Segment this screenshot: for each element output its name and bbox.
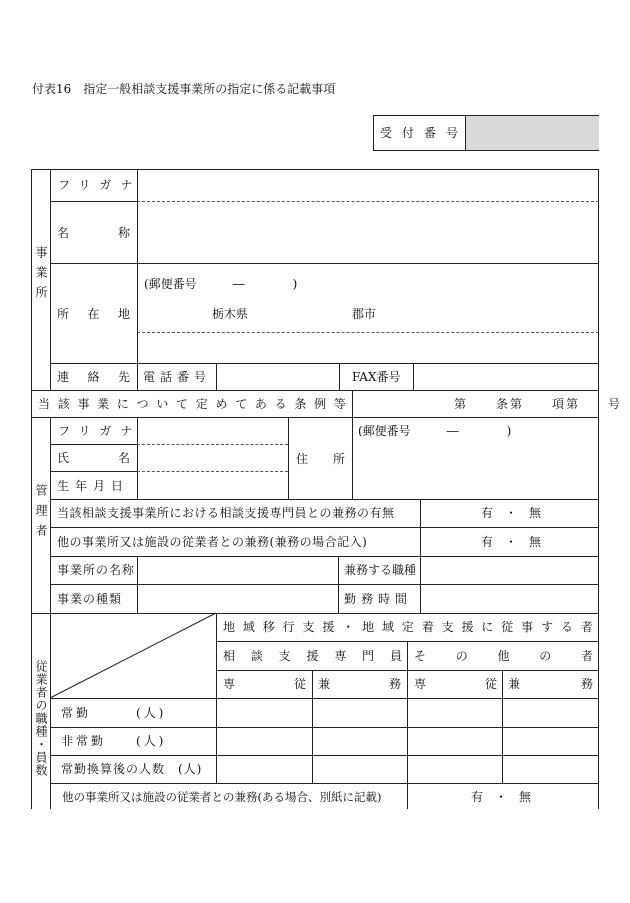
label-char: 談 xyxy=(250,649,263,663)
work-hours-label: 勤務時間 xyxy=(344,592,413,606)
label-char: 兼 xyxy=(318,677,331,691)
label-char: 称 xyxy=(117,226,130,240)
phone-input[interactable] xyxy=(217,364,338,389)
label-char: に xyxy=(116,397,129,411)
label-char: つ xyxy=(136,397,149,411)
ordinance-label xyxy=(38,397,346,411)
kanrisha-address-input[interactable] xyxy=(353,440,598,498)
staff-dual-label: 他の事業所又は施設の従業者との兼務(ある場合、別紙に記載) xyxy=(62,790,382,804)
jigyosho-postal-text: (郵便番号 ― ) xyxy=(144,277,298,291)
label-char: 当 xyxy=(38,397,51,411)
label-char: 相 xyxy=(223,649,236,663)
dual-role1-value[interactable]: 有 ・ 無 xyxy=(481,506,542,520)
label-char: 移 xyxy=(262,620,275,634)
label-char: 従 xyxy=(501,620,514,634)
jigyosho-furigana-input[interactable] xyxy=(138,170,598,200)
label-char: 号 xyxy=(445,126,458,140)
label-char: 地 xyxy=(223,620,236,634)
label-char: 番 xyxy=(423,126,436,140)
label-char: す xyxy=(541,620,554,634)
label-char: 支 xyxy=(441,620,454,634)
staff-cell[interactable] xyxy=(313,699,406,726)
staff-cell[interactable] xyxy=(217,756,311,782)
row-fte-label: 常勤換算後の人数 (人) xyxy=(61,762,203,776)
jigyosho-name-label xyxy=(57,226,130,240)
staff-cell[interactable] xyxy=(217,728,311,754)
label-char: 氏 xyxy=(57,451,70,465)
jigyosho-address-label xyxy=(57,307,130,321)
label-char: 条 xyxy=(294,397,307,411)
kanrisha-name-input[interactable] xyxy=(138,445,287,470)
label-char: 所 xyxy=(57,307,70,321)
label-char: 専 xyxy=(223,677,236,691)
label-char: 名 xyxy=(117,451,130,465)
label-char: 務 xyxy=(580,677,593,691)
kanrisha-birthdate-input[interactable] xyxy=(138,472,287,498)
label-char: 名 xyxy=(57,226,70,240)
label-char: 在 xyxy=(87,307,100,321)
label-char: 着 xyxy=(421,620,434,634)
label-char: 行 xyxy=(282,620,295,634)
label-char: あ xyxy=(254,397,267,411)
label-char: 者 xyxy=(580,620,593,634)
staff-group-header xyxy=(223,620,593,634)
specialist-fulltime-header xyxy=(223,677,306,691)
staff-section-label: 従業者の職種・員数 xyxy=(34,660,48,777)
concurrent-post-input[interactable] xyxy=(421,557,598,583)
label-char: 連 xyxy=(57,370,70,384)
label-char: 受 xyxy=(380,126,393,140)
label-char: の xyxy=(539,649,552,663)
staff-cell[interactable] xyxy=(217,699,311,726)
prefecture-text: 栃木県 xyxy=(212,307,249,321)
label-char: 援 xyxy=(306,649,319,663)
label-char: 所 xyxy=(332,452,345,466)
label-char: 業 xyxy=(97,397,110,411)
jigyosho-section-label: 事業所 xyxy=(34,246,48,306)
jigyosho-furigana-label: フリガナ xyxy=(58,178,142,192)
label-char: 該 xyxy=(57,397,70,411)
work-hours-input[interactable] xyxy=(421,585,598,612)
label-char: め xyxy=(215,397,228,411)
kanrisha-postal-text: (郵便番号 ― ) xyxy=(358,424,512,438)
label-char: 門 xyxy=(362,649,375,663)
label-char: 地 xyxy=(362,620,375,634)
staff-cell[interactable] xyxy=(408,756,501,782)
label-char: 付 xyxy=(401,126,414,140)
label-char: 住 xyxy=(296,452,309,466)
fax-label: FAX番号 xyxy=(352,370,401,384)
fax-input[interactable] xyxy=(414,364,598,389)
label-char: 援 xyxy=(461,620,474,634)
staff-dual-value[interactable]: 有 ・ 無 xyxy=(471,790,532,804)
label-char: 者 xyxy=(580,649,593,663)
label-char: る xyxy=(560,620,573,634)
label-char: 務 xyxy=(388,677,401,691)
label-char: 絡 xyxy=(87,370,100,384)
label-char: 地 xyxy=(117,307,130,321)
other-fulltime-header xyxy=(414,677,497,691)
label-char: 兼 xyxy=(508,677,521,691)
label-char: 員 xyxy=(389,649,402,663)
city-marker-text: 郡市 xyxy=(352,307,377,321)
label-char: 域 xyxy=(382,620,395,634)
label-char: る xyxy=(274,397,287,411)
label-char: 従 xyxy=(293,677,306,691)
staff-cell[interactable] xyxy=(503,756,598,782)
staff-cell[interactable] xyxy=(503,699,598,726)
business-type-label: 事業の種類 xyxy=(57,592,123,606)
label-char: 域 xyxy=(242,620,255,634)
label-char: 支 xyxy=(302,620,315,634)
jigyosho-address-input[interactable] xyxy=(138,333,598,362)
jigyosho-contact-label xyxy=(57,370,130,384)
label-char: 先 xyxy=(117,370,130,384)
label-char: そ xyxy=(414,649,427,663)
kanrisha-name-label xyxy=(57,451,130,465)
office-name-input[interactable] xyxy=(138,557,337,583)
kanrisha-section-label: 管理者 xyxy=(34,484,48,544)
label-char: 事 xyxy=(77,397,90,411)
ordinance-value[interactable]: 第 条第 項第 号 xyxy=(454,397,623,411)
label-char: 援 xyxy=(322,620,335,634)
dual-role1-label: 当該相談支援事業所における相談支援専門員との兼務の有無 xyxy=(57,506,395,520)
row-part-time-label: 非常勤 (人) xyxy=(61,734,167,748)
specialist-concurrent-header xyxy=(318,677,401,691)
phone-label: 電話番号 xyxy=(143,370,212,384)
kanrisha-address-label xyxy=(296,452,345,466)
label-char: 等 xyxy=(333,397,346,411)
form-title: 付表16 指定一般相談支援事業所の指定に係る記載事項 xyxy=(32,82,336,96)
kanrisha-birthdate-label: 生年月日 xyxy=(57,479,130,493)
col-specialist-header xyxy=(223,649,402,663)
label-char: て xyxy=(176,397,189,411)
label-char: 従 xyxy=(484,677,497,691)
jigyosho-name-input[interactable] xyxy=(138,202,598,262)
kanrisha-furigana-input[interactable] xyxy=(138,418,287,443)
staff-cell[interactable] xyxy=(313,756,406,782)
label-char: 定 xyxy=(195,397,208,411)
label-char: 他 xyxy=(497,649,510,663)
row-full-time-label: 常勤 (人) xyxy=(61,706,167,720)
label-char: て xyxy=(235,397,248,411)
staff-cell[interactable] xyxy=(313,728,406,754)
dual-role2-value[interactable]: 有 ・ 無 xyxy=(481,535,542,549)
label-char: の xyxy=(455,649,468,663)
label-char: 専 xyxy=(414,677,427,691)
staff-cell[interactable] xyxy=(408,728,501,754)
col-other-header xyxy=(414,649,593,663)
other-concurrent-header xyxy=(508,677,593,691)
label-char: ・ xyxy=(342,620,355,634)
dual-role2-label: 他の事業所又は施設の従業者との兼務(兼務の場合記入) xyxy=(57,535,368,549)
label-char: に xyxy=(481,620,494,634)
label-char: 事 xyxy=(521,620,534,634)
office-name-label: 事業所の名称 xyxy=(57,563,136,577)
label-char: 定 xyxy=(401,620,414,634)
label-char: 専 xyxy=(334,649,347,663)
reception-number-label xyxy=(380,126,458,140)
label-char: 支 xyxy=(278,649,291,663)
label-char: 例 xyxy=(314,397,327,411)
staff-cell[interactable] xyxy=(408,699,501,726)
label-char: い xyxy=(156,397,169,411)
reception-number-field[interactable] xyxy=(465,116,599,150)
staff-cell[interactable] xyxy=(503,728,598,754)
concurrent-post-label: 兼務する職種 xyxy=(344,563,417,577)
business-type-input[interactable] xyxy=(138,585,337,612)
kanrisha-furigana-label: フリガナ xyxy=(58,424,142,438)
